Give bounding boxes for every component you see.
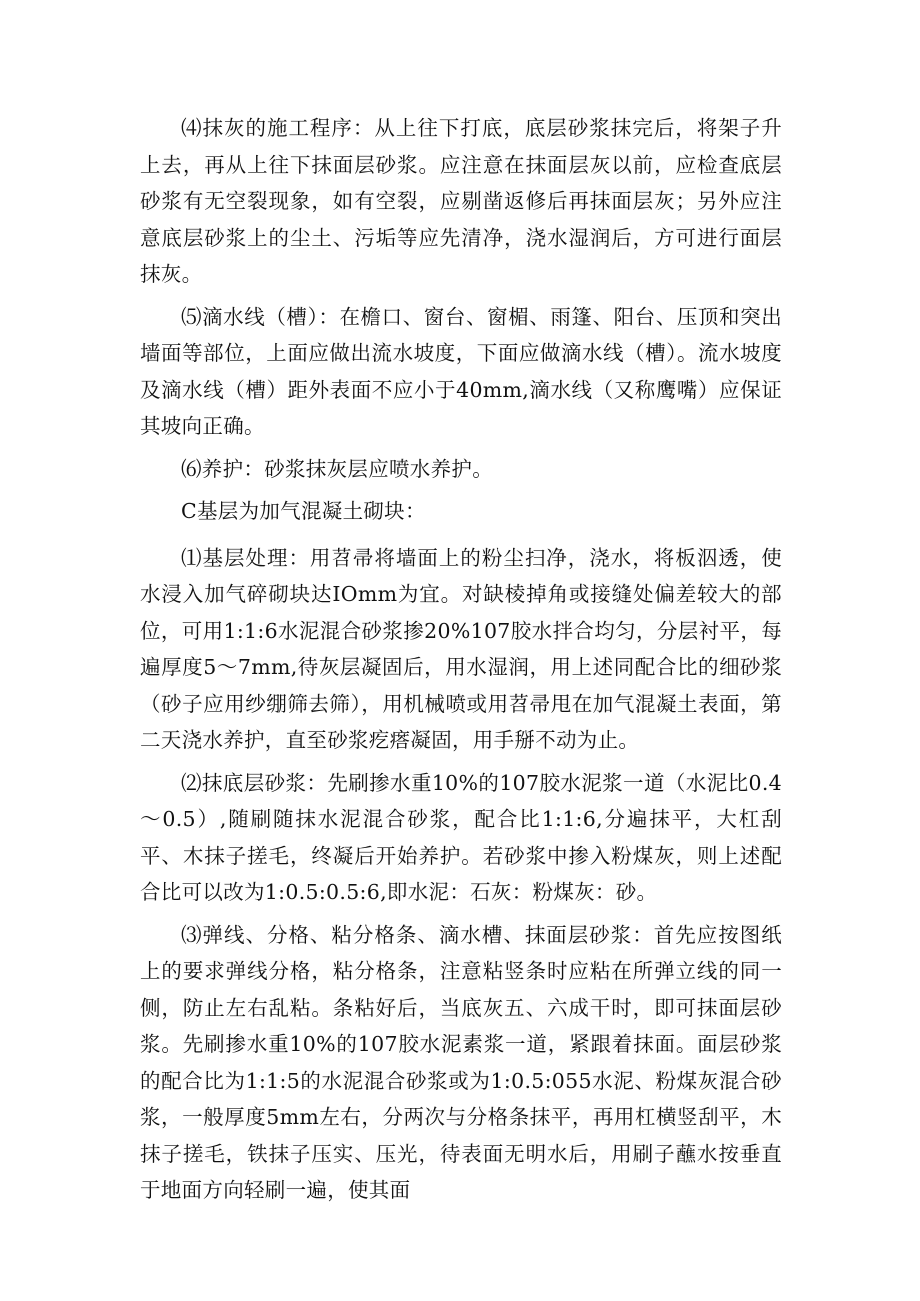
paragraph-base-treatment: ⑴基层处理：用苕帚将墙面上的粉尘扫净，浇水，将板泅透，使水浸入加气碎砌块达IOmm为宜。对缺棱掉角或接缝处偏差较大的部位，可用1:1:6水泥混合砂浆掺20%107胶水拌合均匀，分层衬平，每遍厚度5～7mm,待灰层凝固后，用水湿润，用上述同配合比的细砂浆（砂子应用纱绷筛去筛），用机械喷或用苕帚甩在加气混凝土表面，第二天浇水养护，直至砂浆疙瘩凝固，用手掰不动为止。 bbox=[140, 545, 782, 752]
paragraph-curing: ⑹养护：砂浆抹灰层应喷水养护。 bbox=[181, 456, 493, 481]
paragraph-base-mortar: ⑵抹底层砂浆：先刷掺水重10%的107胶水泥浆一道（水泥比0.4～0.5）,随刷随抹水泥混合砂浆，配合比1:1:6,分遍抹平，大杠刮平、木抹子搓毛，终凝后开始养护。若砂浆中掺入粉煤灰，则上述配合比可以改为1:0.5:0.5:6,即水泥：石灰：粉煤灰：砂。 bbox=[140, 770, 782, 904]
section-heading-aerated-concrete: C基层为加气混凝土砌块： bbox=[181, 499, 426, 523]
paragraph-plastering-procedure: ⑷抹灰的施工程序：从上往下打底，底层砂浆抹完后，将架子升上去，再从上往下抹面层砂浆。应注意在抹面层灰以前，应检查底层砂浆有无空裂现象，如有空裂，应剔凿返修后再抹面层灰；另外应注意底层砂浆上的尘土、污垢等应先清净，浇水湿润后，方可进行面层抹灰。 bbox=[140, 116, 782, 286]
paragraph-line-and-surface: ⑶弹线、分格、粘分格条、滴水槽、抹面层砂浆：首先应按图纸上的要求弹线分格，粘分格条，注意粘竖条时应粘在所弹立线的同一侧，防止左右乱粘。条粘好后，当底灰五、六成干时，即可抹面层砂浆。先刷掺水重10%的107胶水泥素浆一道，紧跟着抹面。面层砂浆的配合比为1:1:5的水泥混合砂浆或为1:0.5:055水泥、粉煤灰混合砂浆，一般厚度5mm左右，分两次与分格条抹平，再用杠横竖刮平，木抹子搓毛，铁抹子压实、压光，待表面无明水后，用刷子蘸水按垂直于地面方向轻刷一遍，使其面 bbox=[140, 922, 782, 1202]
paragraph-drip-line: ⑸滴水线（槽）：在檐口、窗台、窗楣、雨篷、阳台、压顶和突出墙面等部位，上面应做出流水坡度，下面应做滴水线（槽）。流水坡度及滴水线（槽）距外表面不应小于40mm,滴水线（又称鹰嘴）应保证其坡向正确。 bbox=[140, 304, 782, 438]
document-body bbox=[140, 110, 782, 1215]
